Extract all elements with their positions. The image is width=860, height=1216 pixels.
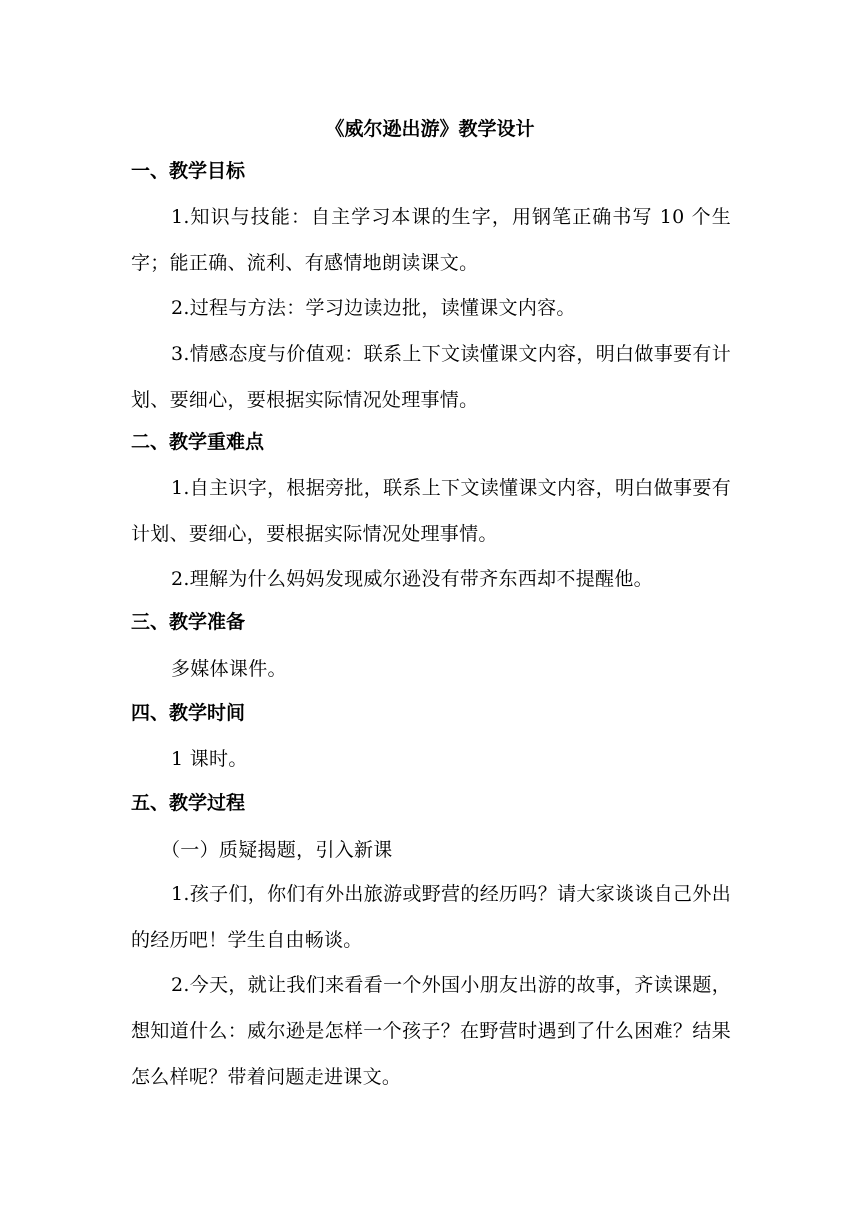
section-heading-time: 四、教学时间: [131, 702, 246, 724]
paragraph: 1 课时。: [171, 748, 248, 770]
section-heading-key-points: 二、教学重难点: [131, 431, 265, 453]
subsection-heading: （一）质疑揭题，引入新课: [161, 839, 393, 861]
paragraph: 3.情感态度与价值观：联系上下文读懂课文内容，明白做事要有计划、要细心，要根据实际情况处理事情。: [131, 343, 731, 411]
paragraph: 1.自主识字，根据旁批，联系上下文读懂课文内容，明白做事要有计划、要细心，要根据实际情况处理事情。: [131, 477, 731, 545]
section-heading-process: 五、教学过程: [131, 792, 246, 814]
paragraph: 2.理解为什么妈妈发现威尔逊没有带齐东西却不提醒他。: [171, 568, 653, 590]
paragraph: 2.过程与方法：学习边读边批，读懂课文内容。: [171, 297, 576, 319]
paragraph: 多媒体课件。: [171, 658, 287, 680]
section-heading-objectives: 一、教学目标: [131, 160, 246, 182]
paragraph: 1.知识与技能：自主学习本课的生字，用钢笔正确书写 10 个生字；能正确、流利、有感情地朗读课文。: [131, 206, 731, 274]
paragraph: 2.今天，就让我们来看看一个外国小朋友出游的故事，齐读课题，想知道什么：威尔逊是怎样一个孩子？在野营时遇到了什么困难？结果怎么样呢？带着问题走进课文。: [131, 974, 731, 1088]
paragraph: 1.孩子们，你们有外出旅游或野营的经历吗？请大家谈谈自己外出的经历吧！学生自由畅谈。: [131, 883, 731, 951]
section-heading-preparation: 三、教学准备: [131, 611, 246, 633]
document-title: 《威尔逊出游》教学设计: [325, 118, 535, 140]
